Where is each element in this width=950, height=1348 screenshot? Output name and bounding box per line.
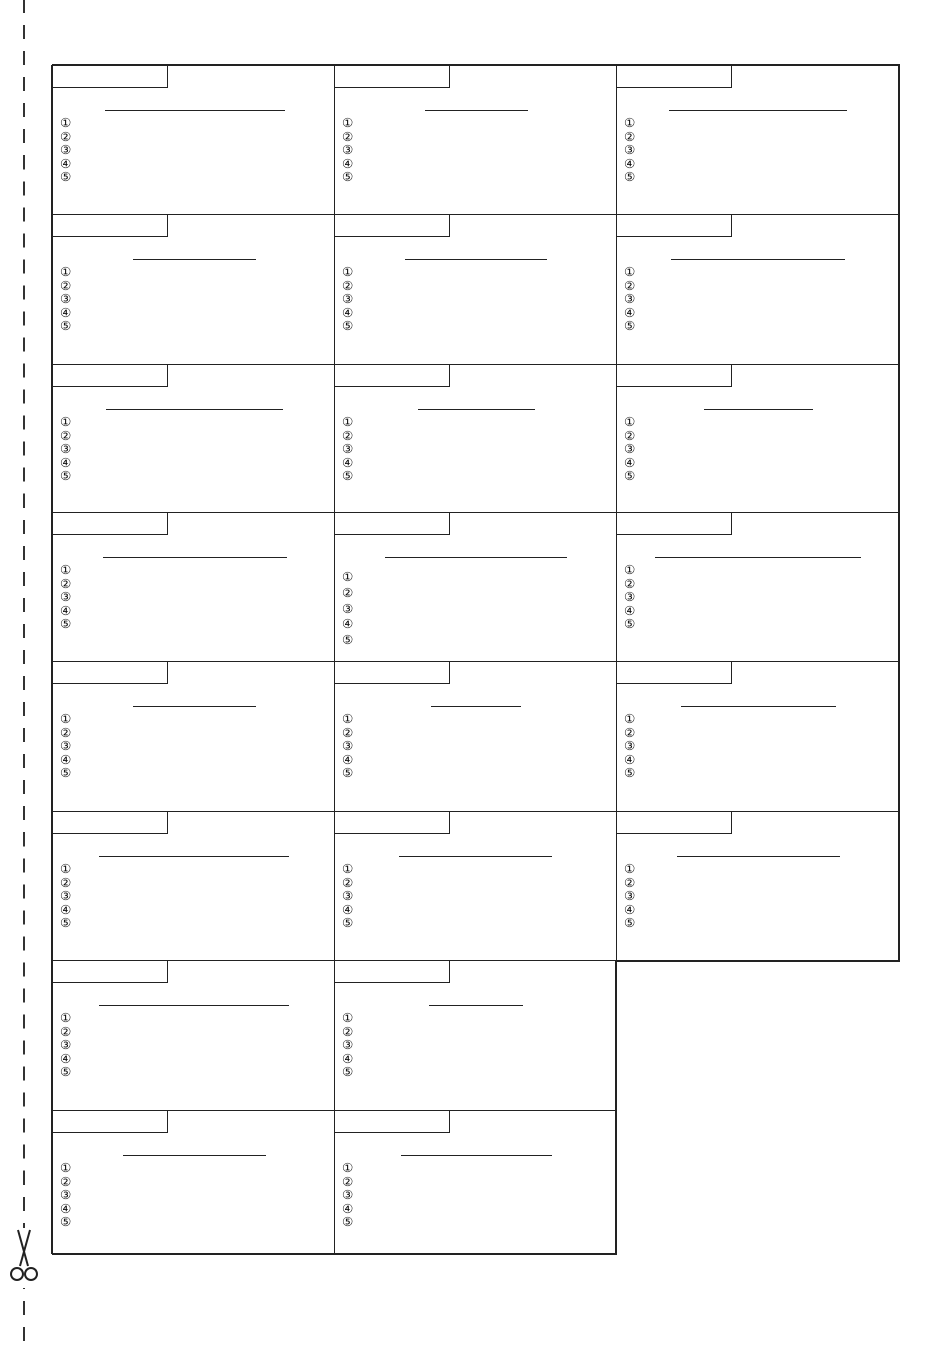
choice-list xyxy=(342,569,353,648)
card-number-box xyxy=(53,812,168,834)
choice-marker: ③ xyxy=(624,142,636,158)
choice-marker: ④ xyxy=(60,454,72,470)
choice-list xyxy=(624,563,635,631)
choice-list xyxy=(60,712,71,780)
choice-marker: ① xyxy=(624,711,636,726)
card-title-underline xyxy=(677,856,840,857)
choice-list xyxy=(624,415,635,483)
choice-list xyxy=(60,1161,71,1229)
question-card xyxy=(616,65,900,214)
question-card xyxy=(52,811,334,960)
question-card xyxy=(334,960,616,1110)
choice-marker: ④ xyxy=(342,1050,354,1066)
card-number-box xyxy=(335,513,450,535)
question-card xyxy=(52,512,334,661)
choice-marker: ② xyxy=(60,724,72,740)
choice-list xyxy=(342,712,353,780)
card-title-underline xyxy=(681,706,836,707)
card-title-underline xyxy=(669,110,847,111)
card-number-box xyxy=(617,662,732,684)
choice-marker: ③ xyxy=(342,738,354,754)
choice-marker: ① xyxy=(60,562,72,577)
choice-marker: ② xyxy=(624,427,636,443)
choice-marker: ⑤ xyxy=(60,1064,72,1080)
question-card xyxy=(616,811,900,960)
choice-marker: ⑤ xyxy=(624,169,636,185)
choice-marker: ⑤ xyxy=(342,915,354,931)
grid-right-border-lower xyxy=(615,960,617,1254)
choice-marker: ④ xyxy=(60,155,72,171)
question-card xyxy=(52,960,334,1110)
grid-bottom-border-upper xyxy=(616,960,900,962)
choice-marker: ③ xyxy=(342,142,354,158)
choice-marker: ⑤ xyxy=(342,1214,354,1230)
choice-list xyxy=(342,116,353,184)
choice-list xyxy=(60,862,71,930)
choice-list xyxy=(342,1161,353,1229)
question-card xyxy=(334,65,616,214)
question-card xyxy=(334,364,616,512)
card-number-box xyxy=(335,1111,450,1133)
choice-marker: ② xyxy=(342,427,354,443)
card-title-underline xyxy=(425,110,528,111)
choice-marker: ④ xyxy=(60,602,72,618)
choice-marker: ① xyxy=(342,711,354,726)
choice-marker: ③ xyxy=(342,888,354,904)
choice-marker: ④ xyxy=(624,901,636,917)
choice-marker: ③ xyxy=(624,441,636,457)
card-number-box xyxy=(53,1111,168,1133)
choice-marker: ⑤ xyxy=(624,468,636,484)
choice-marker: ⑤ xyxy=(60,765,72,781)
choice-marker: ① xyxy=(60,1010,72,1025)
question-card xyxy=(616,364,900,512)
card-number-box xyxy=(53,662,168,684)
choice-marker: ⑤ xyxy=(60,616,72,632)
choice-marker: ① xyxy=(624,264,636,279)
choice-marker: ② xyxy=(624,724,636,740)
question-card xyxy=(616,661,900,811)
choice-list xyxy=(624,265,635,333)
card-title-underline xyxy=(106,409,283,410)
card-title-underline xyxy=(105,110,285,111)
choice-marker: ② xyxy=(60,575,72,591)
choice-marker: ① xyxy=(60,1160,72,1175)
card-number-box xyxy=(53,365,168,387)
choice-marker: ② xyxy=(624,874,636,890)
choice-marker: ③ xyxy=(624,589,636,605)
question-card xyxy=(616,512,900,661)
card-title-underline xyxy=(704,409,813,410)
card-number-box xyxy=(53,961,168,983)
card-number-box xyxy=(53,513,168,535)
choice-marker: ③ xyxy=(60,142,72,158)
choice-marker: ① xyxy=(60,264,72,279)
choice-marker: ⑤ xyxy=(60,1214,72,1230)
choice-marker: ③ xyxy=(60,1187,72,1203)
choice-marker: ⑤ xyxy=(60,915,72,931)
card-number-box xyxy=(617,365,732,387)
choice-marker: ⑤ xyxy=(624,915,636,931)
choice-marker: ③ xyxy=(342,1037,354,1053)
grid-right-border xyxy=(898,65,900,961)
choice-marker: ④ xyxy=(60,304,72,320)
choice-marker: ① xyxy=(342,264,354,279)
choice-marker: ⑤ xyxy=(624,318,636,334)
choice-marker: ④ xyxy=(624,304,636,320)
card-title-underline xyxy=(429,1005,523,1006)
choice-marker: ③ xyxy=(342,600,354,616)
choice-marker: ④ xyxy=(624,155,636,171)
choice-marker: ① xyxy=(342,115,354,130)
choice-list xyxy=(60,116,71,184)
question-card xyxy=(52,65,334,214)
choice-marker: ② xyxy=(60,427,72,443)
choice-marker: ① xyxy=(60,861,72,876)
choice-marker: ③ xyxy=(60,589,72,605)
choice-marker: ⑤ xyxy=(342,468,354,484)
grid-bottom-border xyxy=(52,1253,617,1255)
choice-list xyxy=(342,862,353,930)
card-number-box xyxy=(335,961,450,983)
choice-list xyxy=(624,116,635,184)
choice-marker: ④ xyxy=(342,304,354,320)
card-title-underline xyxy=(405,259,547,260)
card-number-box xyxy=(335,812,450,834)
choice-list xyxy=(624,712,635,780)
question-card xyxy=(334,512,616,661)
card-title-underline xyxy=(385,557,567,558)
choice-marker: ③ xyxy=(342,441,354,457)
choice-marker: ④ xyxy=(624,602,636,618)
choice-marker: ③ xyxy=(60,291,72,307)
question-card xyxy=(52,1110,334,1254)
choice-marker: ⑤ xyxy=(60,169,72,185)
question-card xyxy=(334,1110,616,1254)
choice-marker: ① xyxy=(342,569,354,584)
choice-marker: ⑤ xyxy=(624,616,636,632)
card-title-underline xyxy=(671,259,845,260)
card-number-box xyxy=(53,66,168,88)
card-title-underline xyxy=(418,409,535,410)
choice-marker: ③ xyxy=(342,291,354,307)
card-title-underline xyxy=(431,706,521,707)
choice-marker: ① xyxy=(342,414,354,429)
choice-marker: ④ xyxy=(342,616,354,632)
choice-marker: ③ xyxy=(624,888,636,904)
choice-list xyxy=(60,563,71,631)
choice-marker: ④ xyxy=(342,155,354,171)
choice-marker: ④ xyxy=(60,1050,72,1066)
choice-marker: ② xyxy=(342,1023,354,1039)
card-title-underline xyxy=(133,259,256,260)
choice-marker: ⑤ xyxy=(342,1064,354,1080)
card-title-underline xyxy=(103,557,287,558)
question-card xyxy=(52,661,334,811)
question-card xyxy=(334,214,616,364)
choice-marker: ④ xyxy=(60,751,72,767)
choice-marker: ③ xyxy=(60,738,72,754)
choice-list xyxy=(624,862,635,930)
choice-marker: ⑤ xyxy=(342,632,354,648)
card-title-underline xyxy=(99,856,289,857)
choice-marker: ④ xyxy=(624,751,636,767)
card-number-box xyxy=(617,812,732,834)
choice-marker: ② xyxy=(342,874,354,890)
choice-marker: ③ xyxy=(624,291,636,307)
choice-marker: ① xyxy=(60,711,72,726)
question-card xyxy=(52,364,334,512)
choice-marker: ④ xyxy=(342,901,354,917)
choice-marker: ⑤ xyxy=(342,318,354,334)
choice-marker: ② xyxy=(342,584,354,600)
choice-marker: ② xyxy=(342,277,354,293)
choice-marker: ④ xyxy=(60,901,72,917)
choice-list xyxy=(60,1011,71,1079)
choice-marker: ② xyxy=(60,277,72,293)
choice-list xyxy=(342,1011,353,1079)
choice-list xyxy=(60,265,71,333)
choice-marker: ② xyxy=(60,128,72,144)
choice-marker: ③ xyxy=(342,1187,354,1203)
choice-marker: ② xyxy=(342,1173,354,1189)
question-card xyxy=(334,661,616,811)
choice-marker: ③ xyxy=(60,441,72,457)
choice-marker: ④ xyxy=(342,751,354,767)
card-number-box xyxy=(335,662,450,684)
grid-top-border xyxy=(52,64,900,66)
choice-list xyxy=(342,265,353,333)
choice-marker: ① xyxy=(624,562,636,577)
card-number-box xyxy=(617,215,732,237)
choice-marker: ② xyxy=(60,1023,72,1039)
choice-marker: ② xyxy=(624,128,636,144)
choice-marker: ③ xyxy=(60,888,72,904)
choice-list xyxy=(342,415,353,483)
card-number-box xyxy=(617,66,732,88)
choice-marker: ② xyxy=(342,724,354,740)
card-number-box xyxy=(335,215,450,237)
question-card xyxy=(52,214,334,364)
card-title-underline xyxy=(655,557,861,558)
choice-list xyxy=(60,415,71,483)
card-number-box xyxy=(53,215,168,237)
choice-marker: ④ xyxy=(624,454,636,470)
card-title-underline xyxy=(401,1155,552,1156)
choice-marker: ① xyxy=(342,1010,354,1025)
card-title-underline xyxy=(123,1155,266,1156)
choice-marker: ① xyxy=(624,414,636,429)
card-title-underline xyxy=(399,856,552,857)
choice-marker: ② xyxy=(60,1173,72,1189)
card-number-box xyxy=(335,66,450,88)
choice-marker: ⑤ xyxy=(342,169,354,185)
choice-marker: ④ xyxy=(60,1200,72,1216)
choice-marker: ③ xyxy=(60,1037,72,1053)
card-title-underline xyxy=(99,1005,289,1006)
choice-marker: ④ xyxy=(342,1200,354,1216)
choice-marker: ① xyxy=(342,1160,354,1175)
choice-marker: ② xyxy=(624,277,636,293)
choice-marker: ⑤ xyxy=(342,765,354,781)
card-number-box xyxy=(617,513,732,535)
question-card xyxy=(616,214,900,364)
choice-marker: ⑤ xyxy=(60,468,72,484)
card-number-box xyxy=(335,365,450,387)
card-title-underline xyxy=(133,706,256,707)
choice-marker: ① xyxy=(60,414,72,429)
choice-marker: ① xyxy=(624,115,636,130)
choice-marker: ② xyxy=(342,128,354,144)
choice-marker: ① xyxy=(624,861,636,876)
choice-marker: ① xyxy=(342,861,354,876)
choice-marker: ② xyxy=(60,874,72,890)
choice-marker: ② xyxy=(624,575,636,591)
choice-marker: ⑤ xyxy=(624,765,636,781)
choice-marker: ③ xyxy=(624,738,636,754)
choice-marker: ⑤ xyxy=(60,318,72,334)
choice-marker: ④ xyxy=(342,454,354,470)
choice-marker: ① xyxy=(60,115,72,130)
grid-left-border xyxy=(51,65,53,1254)
question-card xyxy=(334,811,616,960)
